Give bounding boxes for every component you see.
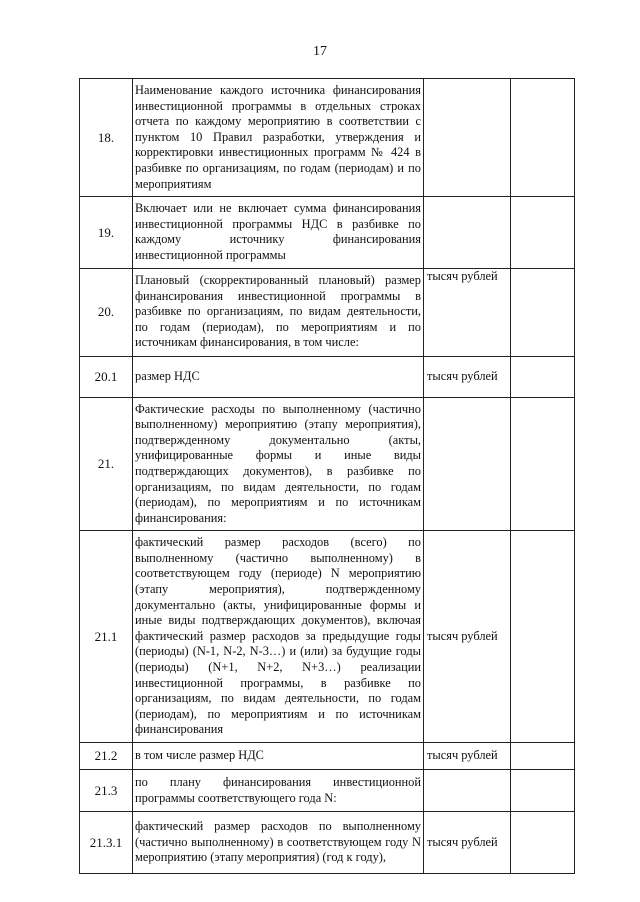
row-number: 21.3.1 [80, 812, 133, 874]
row-value-cell [511, 770, 575, 812]
row-description: Фактические расходы по выполненному (частично выполненному) мероприятию (этапу мероприятия), подтвержденному документально (акты, унифицированные формы и иные виды подтверждающих документов), в разбивке по организациям, по видам деятельности, по годам (периодам), по мероприятиям и по источникам финансирования: [133, 397, 424, 531]
row-number: 19. [80, 197, 133, 268]
table-row [80, 356, 575, 397]
row-value-cell [511, 268, 575, 356]
table-row [80, 531, 575, 743]
row-number: 21.2 [80, 743, 133, 770]
requirements-table [79, 78, 575, 874]
row-unit: тысяч рублей [424, 268, 511, 356]
row-description: фактический размер расходов по выполненному (частично выполненному) в соответствующем году N мероприятию (этапу мероприятия) (год к году), [133, 812, 424, 874]
table-row [80, 197, 575, 268]
row-description: по плану финансирования инвестиционной программы соответствующего года N: [133, 770, 424, 812]
row-value-cell [511, 79, 575, 197]
table-row [80, 397, 575, 531]
table-row [80, 770, 575, 812]
row-value-cell [511, 197, 575, 268]
row-unit: тысяч рублей [424, 812, 511, 874]
row-description: в том числе размер НДС [133, 743, 424, 770]
row-value-cell [511, 743, 575, 770]
row-number: 21. [80, 397, 133, 531]
row-description: Включает или не включает сумма финансирования инвестиционной программы НДС в разбивке по каждому источнику финансирования инвестиционной программы [133, 197, 424, 268]
row-number: 18. [80, 79, 133, 197]
row-description: размер НДС [133, 356, 424, 397]
row-number: 21.3 [80, 770, 133, 812]
row-description: Плановый (скорректированный плановый) размер финансирования инвестиционной программы в разбивке по организациям, по видам деятельности, по годам (периодам), по мероприятиям и по источникам финансирования, в том числе: [133, 268, 424, 356]
row-value-cell [511, 356, 575, 397]
row-number: 21.1 [80, 531, 133, 743]
row-unit: тысяч рублей [424, 356, 511, 397]
row-value-cell [511, 531, 575, 743]
row-value-cell [511, 812, 575, 874]
row-unit: тысяч рублей [424, 743, 511, 770]
row-unit [424, 770, 511, 812]
table-row [80, 79, 575, 197]
table-row [80, 743, 575, 770]
row-unit: тысяч рублей [424, 531, 511, 743]
row-unit [424, 79, 511, 197]
page-number: 17 [313, 44, 327, 59]
row-value-cell [511, 397, 575, 531]
row-unit [424, 397, 511, 531]
row-description: фактический размер расходов (всего) по выполненному (частично выполненному) в соответствующем году (периоде) N мероприятию (этапу мероприятия), подтвержденному документально (акты, унифицированные формы и иные виды подтверждающих документов), включая фактический размер расходов за предыдущие годы (периоды) (N-1, N-2, N-3…) и (или) за будущие годы (периоды) (N+1, N+2, N+3…) реализации инвестиционной программы, в разбивке по организациям, по видам деятельности, по годам (периодам), по мероприятиям и по источникам финансирования [133, 531, 424, 743]
row-number: 20. [80, 268, 133, 356]
table-row [80, 268, 575, 356]
row-description: Наименование каждого источника финансирования инвестиционной программы в отдельных строках отчета по каждому мероприятию в соответствии с пунктом 10 Правил разработки, утверждения и корректировки инвестиционных программ № 424 в разбивке по организациям, по годам (периодам) и по мероприятиям [133, 79, 424, 197]
row-number: 20.1 [80, 356, 133, 397]
row-unit [424, 197, 511, 268]
table-row [80, 812, 575, 874]
